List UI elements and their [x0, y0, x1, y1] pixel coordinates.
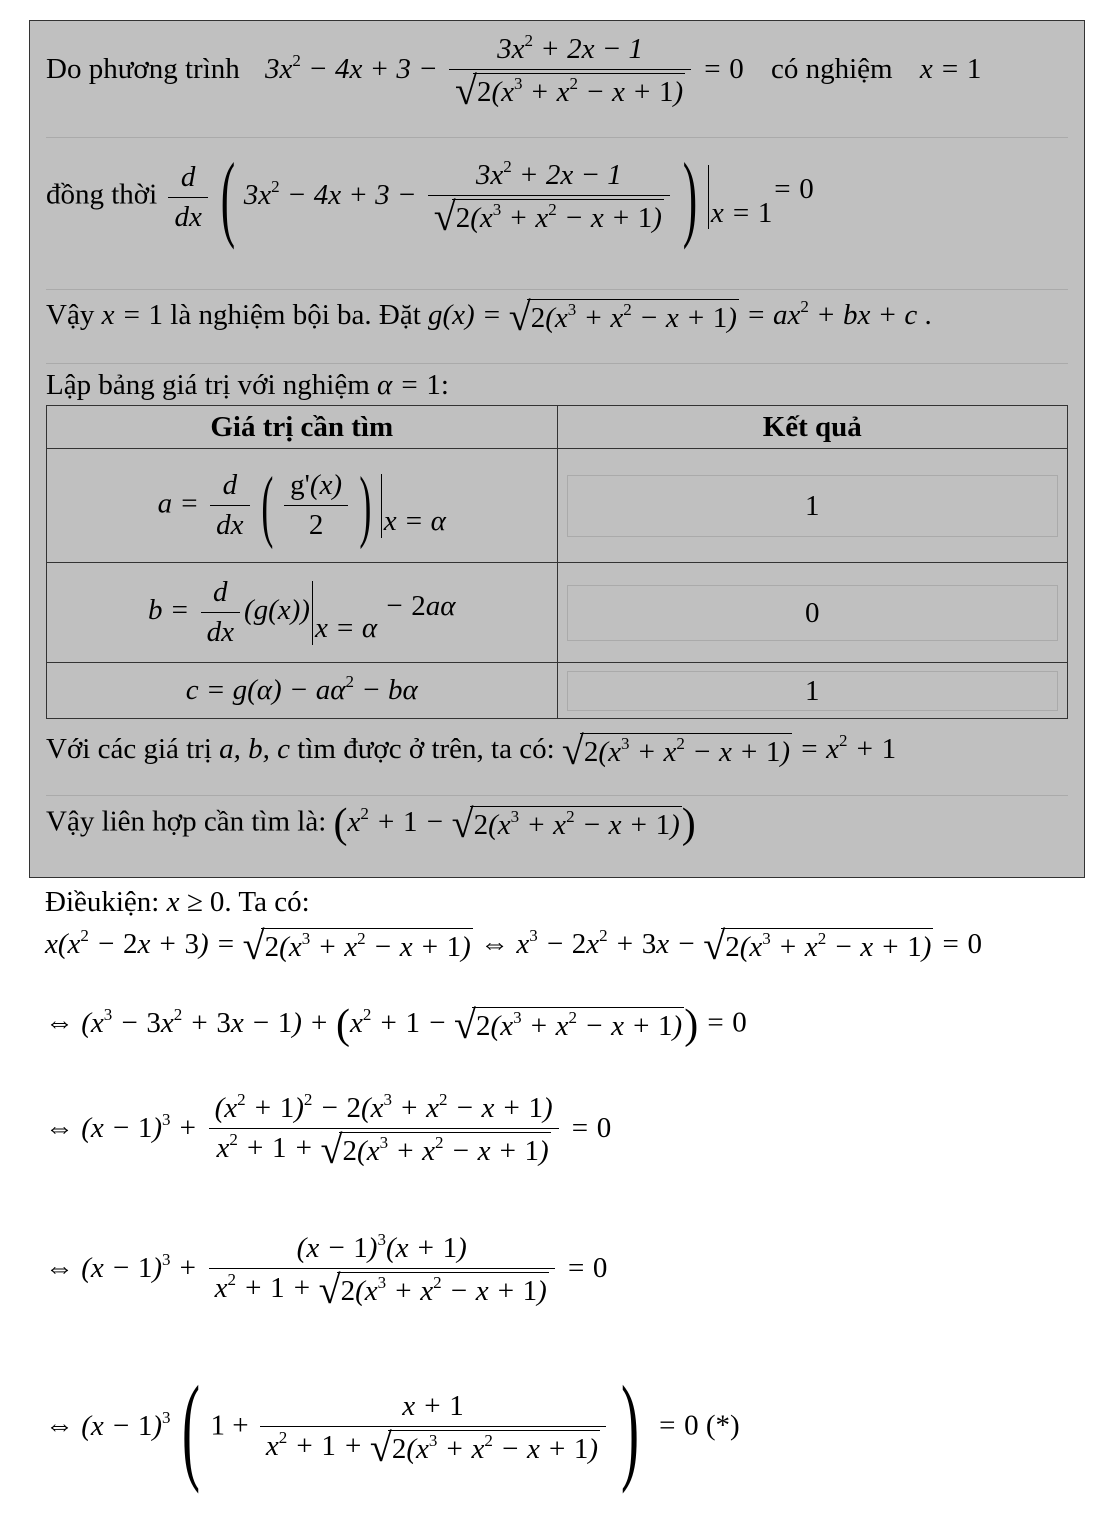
text-prefix: đồng thời — [46, 178, 158, 211]
value-table — [46, 405, 1068, 719]
equation-statement: Do phương trình $3x^2 - 4x + 3$ − $3x^2 + 2x - 1$ √ $2(x^3 + x^2 - x + 1)$ = 0 có nghiệm x = 1 — [46, 33, 1068, 109]
header-values: Giá trị cần tìm — [47, 406, 558, 449]
text-suffix: có nghiệm — [771, 52, 893, 85]
star-marker: (*) — [705, 1409, 740, 1442]
result-c: 1 — [557, 663, 1068, 719]
formula-c: $c = g(\alpha) - a\alpha^2 - b\alpha$ — [47, 663, 558, 719]
formula-b: b = $\frac{d}{dx}$ (g(x))x = α − 2aα — [47, 563, 558, 663]
formula-a: a = $\frac{d}{dx}$ ( $\frac{g'(x)}{2}$ ) x = α — [47, 449, 558, 563]
method-box — [29, 20, 1085, 878]
derivative-statement: đồng thời $\frac{d}{dx}$ ( $3x^2 - 4x + 3$ − $3x^2 + 2x - 1$ √ $2(x^3 + x^2 - x + 1)$ ) x = 1= 0 — [46, 149, 1068, 245]
triple-root-statement: Vậy x = 1 là nghiệm bội ba. Đặt g(x) = √ $2(x^3 + x^2 - x + 1) = ax^2$ + bx + c . — [46, 299, 1068, 335]
text-prefix: Do phương trình — [46, 52, 240, 85]
found-values-statement: Với các giá trị a, b, c tìm được ở trên, ta có: √ $2(x^3 + x^2 - x + 1) = x^2 + 1$ — [46, 733, 1068, 769]
condition-line: Điềukiện: x ≥ 0. Ta có: — [45, 886, 310, 918]
result-b: 0 — [557, 563, 1068, 663]
equation-step-5: ⇔ $(x - 1)^3$( 1 + $\frac{x + 1}{x^2 + 1 + √ 2(x^3 + x^2 - x + 1)}$ ) = 0 (*) — [45, 1368, 740, 1488]
table-intro: Lập bảng giá trị với nghiệm α = 1: — [46, 369, 449, 401]
result-a: 1 — [557, 449, 1068, 563]
fraction: $3x^2 + 2x - 1$ √ $2(x^3 + x^2 - x + 1)$ — [449, 33, 691, 109]
equation-step-4: ⇔ $(x - 1)^3$ + $\frac{(x - 1)^3(x + 1)}{x^2 + 1 + √ 2(x^3 + x^2 - x + 1)}$ = 0 — [45, 1232, 607, 1308]
equation-step-3: ⇔ $(x - 1)^3$ + $\frac{(x^2 + 1)^2 - 2(x^3 + x^2 - x + 1)}{x^2 + 1 + √ 2(x^3 + x^2 - x + 1)}$ = 0 — [45, 1092, 611, 1168]
header-results: Kết quả — [557, 406, 1068, 449]
equation-step-1: $x(x^2 - 2x + 3)$ = √ $2(x^3 + x^2 - x + 1)$ ⇔ $x^3 - 2x^2 + 3x$ − √ $2(x^3 + x^2 - x + 1) = 0$ — [45, 928, 982, 964]
equation-step-2: ⇔ $(x^3 - 3x^2 + 3x - 1) + (x^2 + 1$ − √ $2(x^3 + x^2 - x + 1)) = 0$ — [45, 1004, 747, 1046]
conjugate-statement: Vậy liên hợp cần tìm là: ($x^2 + 1$ − √ $2(x^3 + x^2 - x + 1)$) — [46, 803, 1068, 845]
